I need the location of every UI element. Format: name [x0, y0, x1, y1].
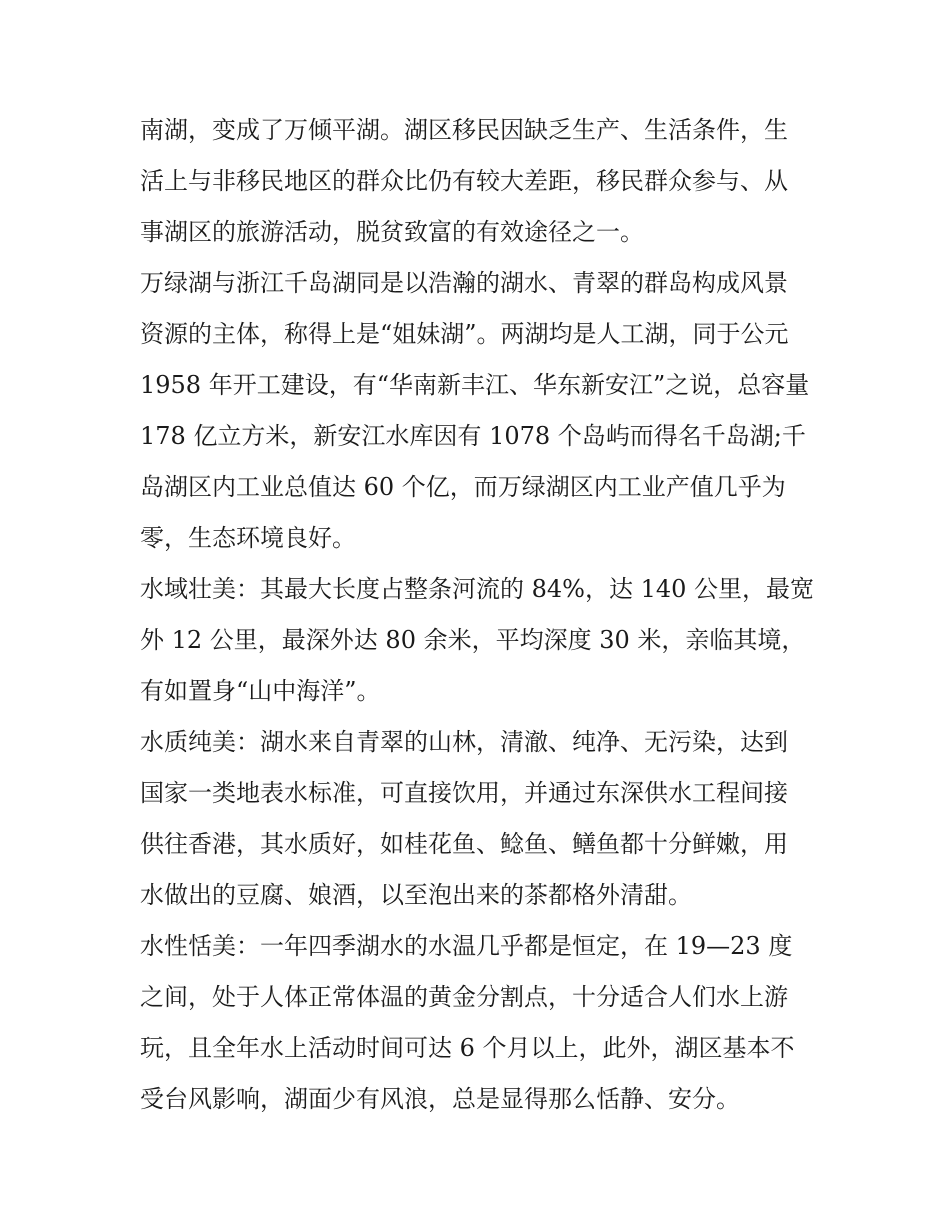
text-line: 国家一类地表水标准，可直接饮用，并通过东深供水工程间接 — [140, 779, 788, 807]
text-line: 外 12 公里，最深外达 80 余米，平均深度 30 米，亲临其境， — [140, 626, 806, 654]
text-line: 水质纯美：湖水来自青翠的山林，清澈、纯净、无污染，达到 — [140, 728, 788, 756]
paragraph-water-quality — [140, 717, 820, 921]
text-line: 玩，且全年水上活动时间可达 6 个月以上，此外，湖区基本不 — [140, 1034, 795, 1062]
text-line: 1958 年开工建设，有“华南新丰江、华东新安江”之说，总容量 — [140, 371, 810, 399]
text-line: 水域壮美：其最大长度占整条河流的 84%，达 140 公里，最宽 — [140, 575, 815, 603]
text-line: 供往香港，其水质好，如桂花鱼、鲶鱼、鳝鱼都十分鲜嫩，用 — [140, 830, 788, 858]
text-line: 受台风影响，湖面少有风浪，总是显得那么恬静、安分。 — [140, 1085, 740, 1113]
text-line: 万绿湖与浙江千岛湖同是以浩瀚的湖水、青翠的群岛构成风景 — [140, 269, 788, 297]
text-line: 有如置身“山中海洋”。 — [140, 677, 381, 705]
text-line: 零，生态环境良好。 — [140, 524, 356, 552]
text-line: 活上与非移民地区的群众比仍有较大差距，移民群众参与、从 — [140, 167, 788, 195]
text-line: 事湖区的旅游活动，脱贫致富的有效途径之一。 — [140, 218, 644, 246]
paragraph-water-temperature — [140, 921, 820, 1125]
paragraph-sister-lakes — [140, 258, 820, 564]
document-body — [140, 105, 820, 1125]
paragraph-water-area — [140, 564, 820, 717]
text-line: 岛湖区内工业总值达 60 个亿，而万绿湖区内工业产值几乎为 — [140, 473, 786, 501]
paragraph-resettlement — [140, 105, 820, 258]
text-line: 178 亿立方米，新安江水库因有 1078 个岛屿而得名千岛湖;千 — [140, 422, 806, 450]
text-line: 资源的主体，称得上是“姐妹湖”。两湖均是人工湖，同于公元 — [140, 320, 789, 348]
text-line: 水性恬美：一年四季湖水的水温几乎都是恒定，在 19—23 度 — [140, 932, 793, 960]
text-line: 之间，处于人体正常体温的黄金分割点，十分适合人们水上游 — [140, 983, 788, 1011]
text-line: 南湖，变成了万倾平湖。湖区移民因缺乏生产、生活条件，生 — [140, 116, 788, 144]
text-line: 水做出的豆腐、娘酒，以至泡出来的茶都格外清甜。 — [140, 881, 692, 909]
